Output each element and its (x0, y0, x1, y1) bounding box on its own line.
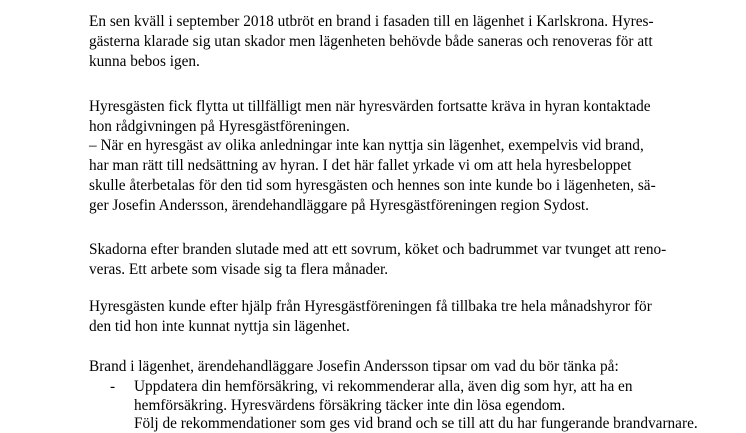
bullet-1-line-3: Följ de rekommendationer som ges vid brand och se till att du har fungerande brandvarnare. (134, 415, 698, 432)
bullet-1-line-2: hemförsäkring. Hyresvärdens försäkring täcker inte din lösa egendom. (134, 397, 566, 414)
paragraph-2-line-2: hon rådgivningen på Hyresgästföreningen. (89, 118, 350, 135)
paragraph-2-line-3: – När en hyresgäst av olika anledningar inte kan nyttja sin lägenhet, exempelvis vid brand, (89, 137, 644, 154)
paragraph-2-line-6: ger Josefin Andersson, ärendehandläggare på Hyresgästföreningen region Sydost. (89, 197, 589, 214)
paragraph-3-line-1: Skadorna efter branden slutade med att ett sovrum, köket och badrummet var tvunget att reno- (89, 241, 667, 258)
paragraph-2-line-4: har man rätt till nedsättning av hyran. I det här fallet yrkade vi om att hela hyresbeloppet (89, 157, 632, 174)
paragraph-5-line-1: Brand i lägenhet, ärendehandläggare Josefin Andersson tipsar om vad du bör tänka på: (89, 358, 619, 375)
paragraph-2-line-5: skulle återbetalas för den tid som hyresgästen och hennes son inte kunde bo i lägenheten, sä- (89, 177, 656, 194)
paragraph-1-line-3: kunna bebos igen. (89, 53, 200, 70)
paragraph-4-line-2: den tid hon inte kunnat nyttja sin lägenhet. (89, 318, 350, 335)
paragraph-2-line-1: Hyresgästen fick flytta ut tillfälligt men när hyresvärden fortsatte kräva in hyran kontaktade (89, 98, 651, 115)
paragraph-4-line-1: Hyresgästen kunde efter hjälp från Hyresgästföreningen få tillbaka tre hela månadshyror för (89, 298, 652, 315)
paragraph-3-line-2: veras. Ett arbete som visade sig ta flera månader. (89, 261, 389, 278)
paragraph-1-line-2: gästerna klarade sig utan skador men lägenheten behövde både saneras och renoveras för att (89, 33, 653, 50)
bullet-1-line-1: Uppdatera din hemförsäkring, vi rekommenderar alla, även dig som hyr, att ha en (134, 378, 633, 395)
bullet-marker: - (110, 378, 116, 395)
paragraph-1-line-1: En sen kväll i september 2018 utbröt en brand i fasaden till en lägenhet i Karlskrona. Hyres- (89, 13, 654, 30)
